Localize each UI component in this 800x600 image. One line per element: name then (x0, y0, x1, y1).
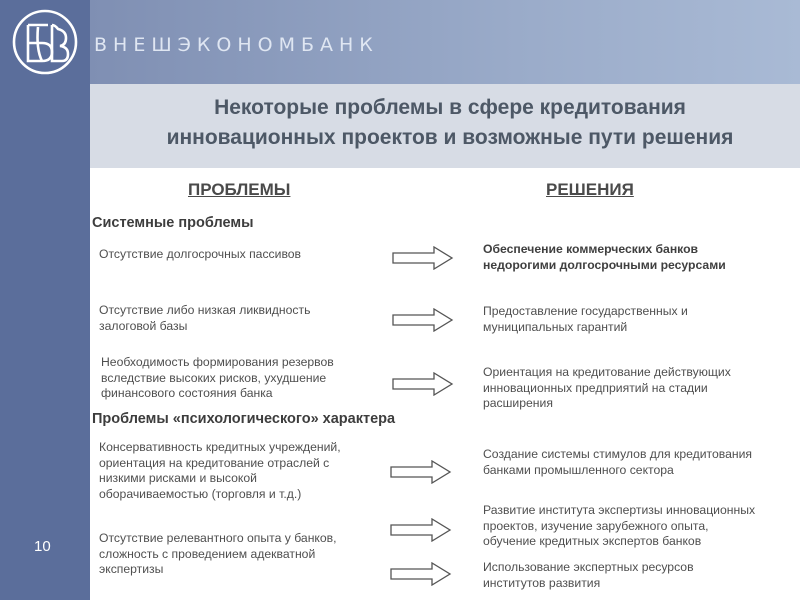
problem-line: Отсутствие релевантного опыта у банков, (99, 531, 337, 545)
solution-line: банками промышленного сектора (483, 462, 674, 477)
problem-item (99, 247, 301, 263)
problem-line: оборачиваемостью (торговля и т.д.) (99, 486, 302, 501)
problem-line: Необходимость формирования резервов (101, 355, 334, 369)
solution-item (483, 503, 755, 550)
arrow-right-icon (390, 518, 452, 542)
problem-line: низкими рисками и высокой (99, 471, 257, 485)
solution-line: Создание системы стимулов для кредитования (483, 447, 753, 461)
solution-line: проектов, изучение зарубежного опыта, (483, 518, 709, 533)
problem-line: Отсутствие долгосрочных пассивов (99, 247, 302, 261)
title-line-2: инновационных проектов и возможные пути решения (166, 126, 734, 149)
solutions-column-heading: РЕШЕНИЯ (546, 180, 634, 199)
problem-line: финансового состояния банка (101, 386, 273, 400)
solution-line: муниципальных гарантий (483, 319, 628, 334)
solution-line: Ориентация на кредитование действующих (483, 365, 731, 379)
solution-line: обучение кредитных экспертов банков (483, 534, 702, 548)
solution-line: недорогими долгосрочными ресурсами (483, 257, 726, 272)
solution-item (483, 242, 726, 273)
page-title (100, 93, 800, 153)
solution-line: инновационных предприятий на стадии (483, 380, 708, 395)
solution-line: Предоставление государственных и (483, 304, 688, 318)
solution-line: расширения (483, 396, 553, 410)
solution-line: институтов развития (483, 575, 601, 590)
solution-item (483, 447, 752, 478)
arrow-right-icon (392, 246, 454, 270)
solution-item (483, 304, 688, 335)
problem-line: Отсутствие либо низкая ликвидность (99, 303, 311, 317)
problem-line: ориентация на кредитование отраслей с (99, 455, 330, 470)
problem-item (101, 355, 334, 402)
problem-line: сложность с проведением адекватной (99, 546, 316, 561)
left-sidebar-bar (0, 0, 90, 600)
arrow-right-icon (392, 308, 454, 332)
title-line-1: Некоторые проблемы в сфере кредитования (214, 96, 686, 119)
arrow-right-icon (390, 562, 452, 586)
page-number: 10 (34, 538, 51, 555)
problem-line: экспертизы (99, 562, 164, 576)
vneshekonombank-logo-icon (0, 0, 90, 84)
problem-line: залоговой базы (99, 318, 188, 333)
bank-name: ВНЕШЭКОНОМБАНК (94, 34, 379, 56)
problem-line: вследствие высоких рисков, ухудшение (101, 370, 327, 385)
solution-line: Обеспечение коммерческих банков (483, 242, 699, 256)
arrow-right-icon (392, 372, 454, 396)
problem-item (99, 440, 341, 502)
problem-item (99, 303, 310, 334)
problem-line: Консервативность кредитных учреждений, (99, 440, 341, 454)
solution-item (483, 560, 694, 591)
problems-column-heading: ПРОБЛЕМЫ (188, 180, 291, 199)
section-heading-systemic: Системные проблемы (92, 215, 254, 231)
solution-line: Использование экспертных ресурсов (483, 560, 694, 574)
solution-item (483, 365, 731, 412)
arrow-right-icon (390, 460, 452, 484)
section-heading-psychological: Проблемы «психологического» характера (92, 411, 396, 427)
solution-line: Развитие института экспертизы инновационных (483, 503, 756, 517)
problem-item (99, 531, 337, 578)
